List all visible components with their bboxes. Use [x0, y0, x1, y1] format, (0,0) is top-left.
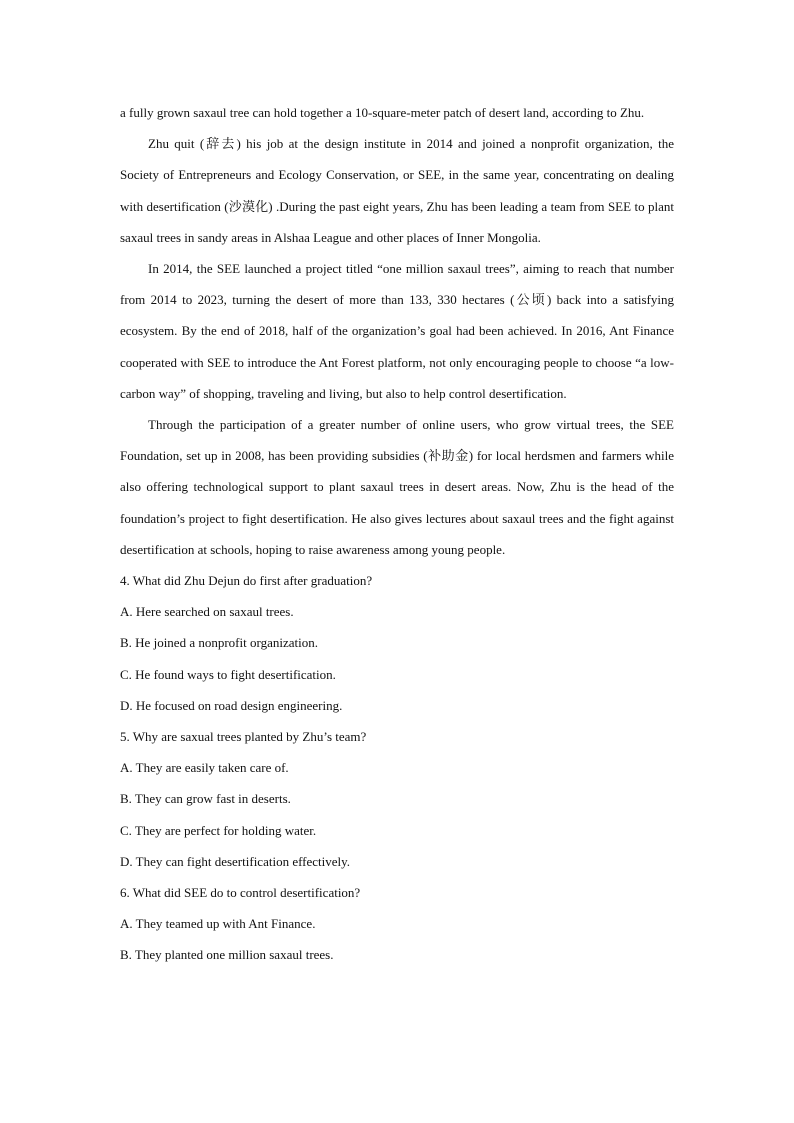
passage-paragraph: Through the participation of a greater number of online users, who grow virtual trees, the SEE Foundation, set up in 2008, has been providing subsidies (补助金) for local herdsmen and farmers while also offering technological support to plant saxaul trees in desert areas. Now, Zhu is the head of the foundation’s project to fight desertification. He also gives lectures about saxaul trees and the fight against desertification at schools, hoping to raise awareness among young people.: [120, 417, 674, 557]
answer-option: B. They can grow fast in deserts.: [120, 791, 291, 807]
passage-paragraph: a fully grown saxaul tree can hold together a 10-square-meter patch of desert land, according to Zhu.: [120, 105, 645, 120]
question-5: [120, 721, 674, 877]
passage-paragraph: In 2014, the SEE launched a project titled “one million saxaul trees”, aiming to reach that number from 2014 to 2023, turning the desert of more than 133, 330 hectares (公顷) back into a satisfying ecosystem. By the end of 2018, half of the organization’s goal had been achieved. In 2016, Ant Finance cooperated with SEE to introduce the Ant Forest platform, not only encouraging people to choose “a low-carbon way” of shopping, traveling and living, but also to help control desertification.: [120, 261, 674, 401]
answer-option: B. He joined a nonprofit organization.: [120, 635, 318, 651]
passage-paragraph: Zhu quit (辞去) his job at the design institute in 2014 and joined a nonprofit organization, the Society of Entrepreneurs and Ecology Conservation, or SEE, in the same year, concentrating on dealing with desertification (沙漠化) .During the past eight years, Zhu has been leading a team from SEE to plant saxaul trees in sandy areas in Alshaa League and other places of Inner Mongolia.: [120, 136, 674, 245]
answer-option: B. They planted one million saxaul trees.: [120, 947, 334, 963]
answer-option: C. He found ways to fight desertification.: [120, 666, 336, 682]
answer-option: D. He focused on road design engineering.: [120, 697, 343, 713]
question-6: [120, 877, 674, 971]
answer-option: C. They are perfect for holding water.: [120, 822, 317, 838]
answer-option: A. Here searched on saxaul trees.: [120, 604, 294, 620]
answer-option: D. They can fight desertification effectively.: [120, 853, 351, 869]
answer-option: A. They teamed up with Ant Finance.: [120, 916, 316, 932]
answer-option: A. They are easily taken care of.: [120, 760, 289, 776]
question-stem: 6. What did SEE do to control desertification?: [120, 885, 361, 901]
question-stem: 5. Why are saxual trees planted by Zhu’s team?: [120, 729, 367, 745]
question-4: [120, 565, 674, 721]
document-content: [120, 97, 674, 971]
question-stem: 4. What did Zhu Dejun do first after graduation?: [120, 573, 373, 589]
